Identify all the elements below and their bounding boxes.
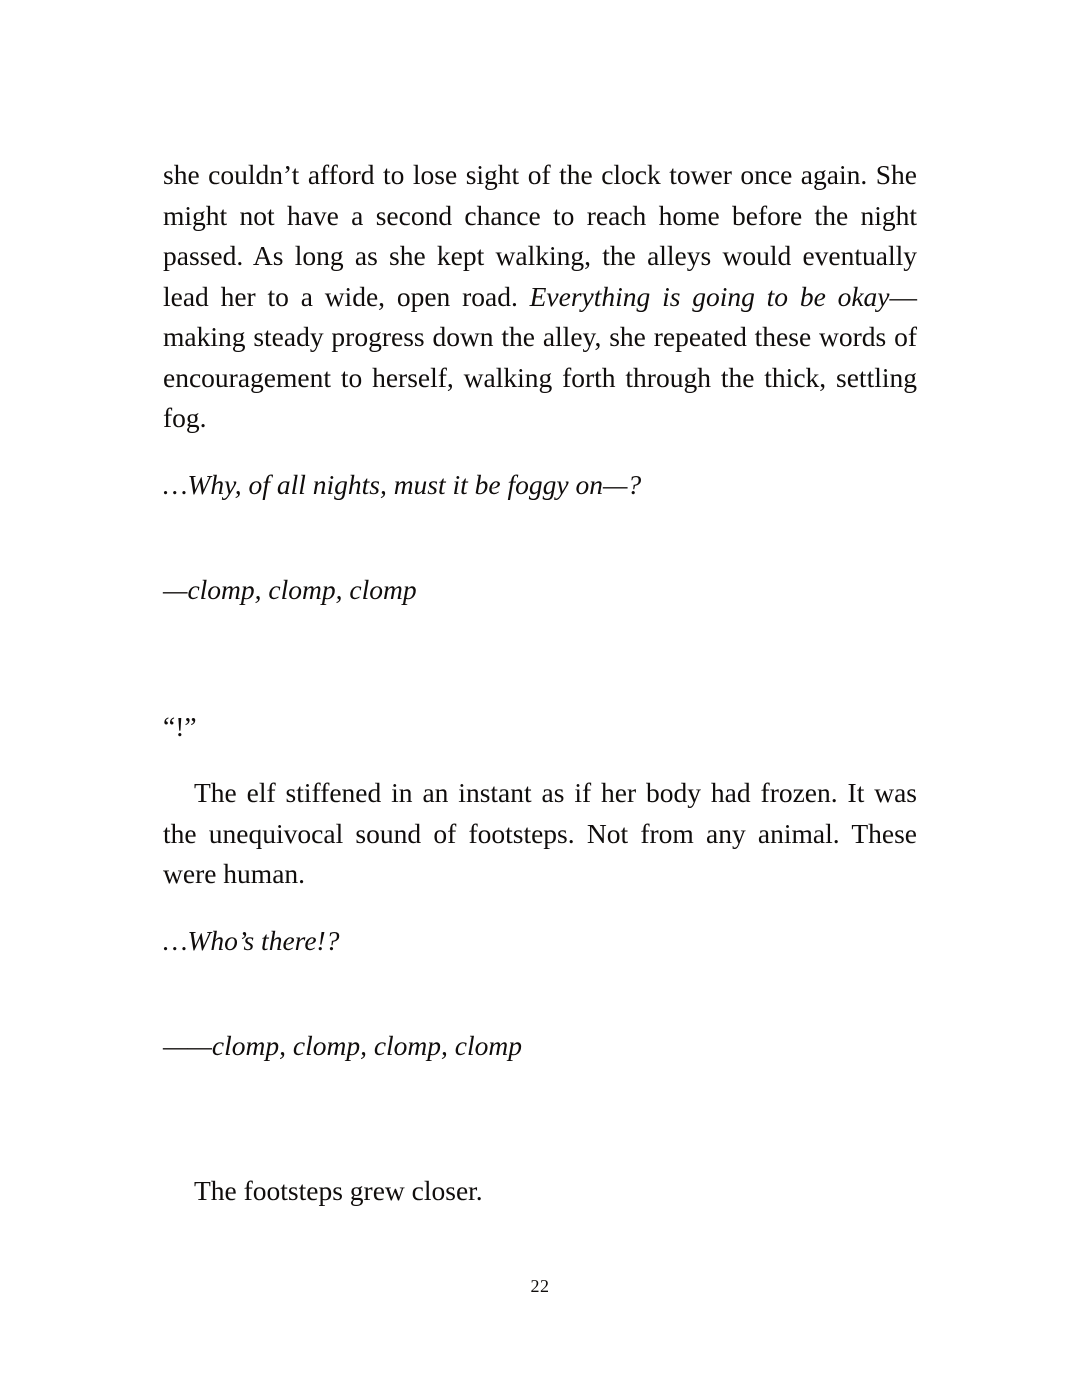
paragraph-run-roman-1: she couldn’t afford to lose sight of the clock tower once again. She might not have a second chance to reach home before the night passed. As long as she kept walking, the alleys would eventually lead her to a wide, open road.: [163, 159, 917, 312]
spacer-after-paragraph-1: [163, 439, 917, 465]
inner-thought-foggy: …Why, of all nights, must it be foggy on—?: [163, 468, 642, 500]
inner-thought-whos-there: …Who’s there!?: [163, 924, 340, 956]
paragraph-run-italic: Everything is going to be okay: [529, 280, 890, 312]
dialogue-exclamation: “!”: [163, 710, 197, 742]
text-column: [163, 155, 917, 1211]
page-number: 22: [530, 1276, 550, 1296]
spacer-before-final-paragraph: [163, 1067, 917, 1171]
spacer-after-paragraph-2: [163, 895, 917, 921]
spacer-before-sfx-1: [163, 505, 917, 570]
paragraph-elf-stiffened: The elf stiffened in an instant as if her body had frozen. It was the unequivocal sound of footsteps. Not from any animal. These were human.: [163, 777, 917, 889]
paragraph-run-roman-2: —making steady progress down the alley, she repeated these words of encouragement to herself, walking forth through the thick, settling fog.: [163, 280, 917, 433]
spacer-after-shout: [163, 747, 917, 773]
sound-effect-clomp-1: —clomp, clomp, clomp: [163, 574, 417, 605]
paragraph-opening: [163, 155, 917, 439]
spacer-before-sfx-2: [163, 961, 917, 1026]
spacer-before-shout: [163, 611, 917, 707]
sound-effect-clomp-2: ——clomp, clomp, clomp, clomp: [163, 1030, 522, 1061]
paragraph-footsteps-closer: The footsteps grew closer.: [194, 1174, 483, 1206]
